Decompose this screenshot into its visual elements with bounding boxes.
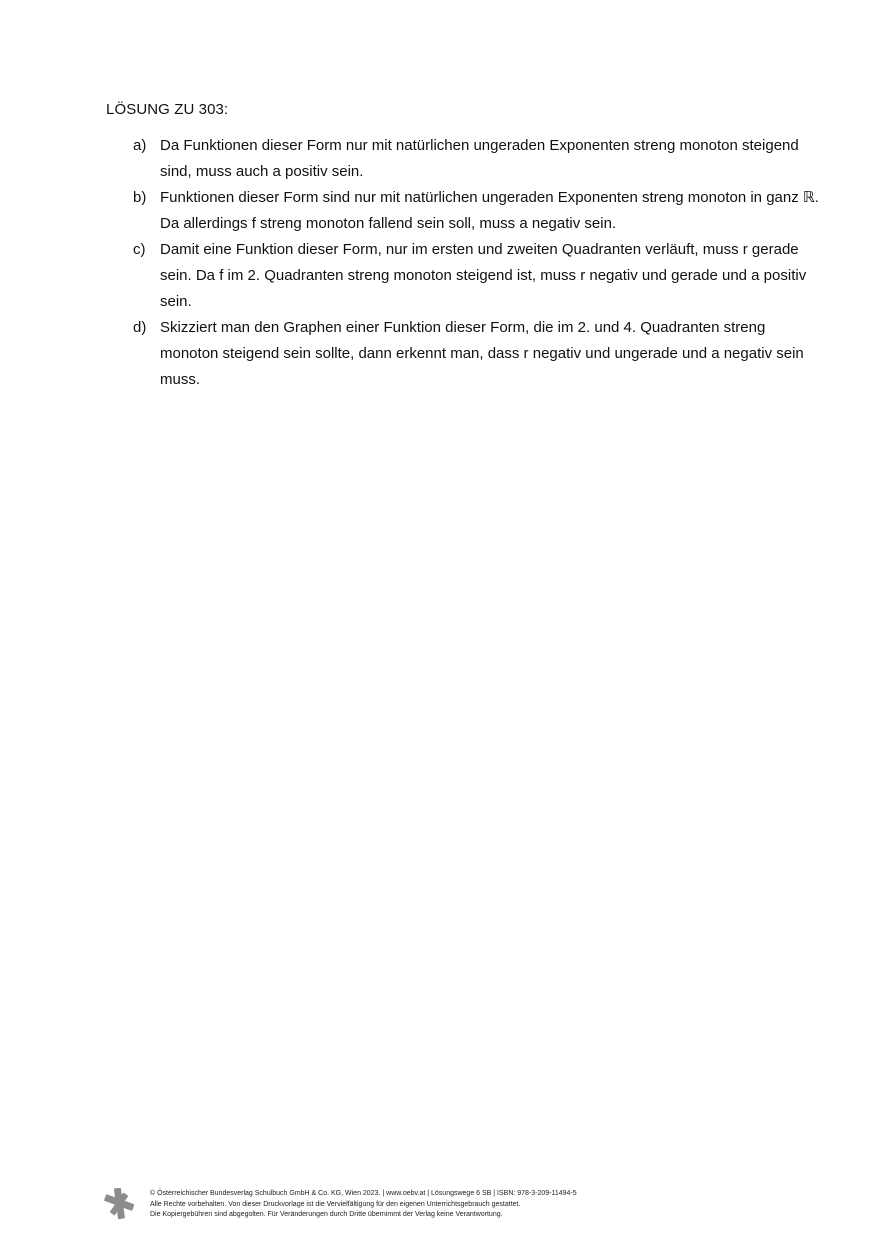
solution-item-d xyxy=(133,315,823,393)
item-text: Da Funktionen dieser Form nur mit natürlichen ungeraden Exponenten streng monoton steigend sind, muss auch a positiv sein. xyxy=(160,137,799,180)
item-text: Funktionen dieser Form sind nur mit natürlichen ungeraden Exponenten streng monoton in ganz ℝ. Da allerdings f streng monoton fallend sein soll, muss a negativ sein. xyxy=(160,189,819,232)
solution-title: LÖSUNG ZU 303: xyxy=(106,101,229,118)
item-text: Damit eine Funktion dieser Form, nur im ersten und zweiten Quadranten verläuft, muss r gerade sein. Da f im 2. Quadranten streng monoton steigend ist, muss r negativ und gerade und a positiv sein. xyxy=(160,241,807,310)
publisher-logo-icon xyxy=(104,1188,134,1220)
footer-fees: Die Kopiergebühren sind abgegolten. Für Veränderungen durch Dritte übernimmt der Verlag keine Verantwortung. xyxy=(150,1211,503,1219)
footer-copyright: © Österreichischer Bundesverlag Schulbuch GmbH & Co. KG, Wien 2023. | www.oebv.at | Lösungswege 6 SB | ISBN: 978-3-209-11494-5 xyxy=(150,1190,577,1197)
item-marker: a) xyxy=(133,137,147,154)
item-marker: b) xyxy=(133,189,147,206)
solution-item-c xyxy=(133,237,823,315)
item-marker: c) xyxy=(133,241,146,258)
footer-rights: Alle Rechte vorbehalten. Von dieser Druckvorlage ist die Vervielfältigung für den eigenen Unterrichtsgebrauch gestattet. xyxy=(150,1200,521,1208)
solution-item-a xyxy=(133,133,823,185)
solution-list xyxy=(133,133,823,393)
page-footer xyxy=(104,1188,804,1224)
item-text: Skizziert man den Graphen einer Funktion dieser Form, die im 2. und 4. Quadranten streng monoton steigend sein sollte, dann erkennt man, dass r negativ und ungerade und a negativ sein muss. xyxy=(160,319,804,388)
item-marker: d) xyxy=(133,319,147,336)
solution-item-b xyxy=(133,185,823,237)
